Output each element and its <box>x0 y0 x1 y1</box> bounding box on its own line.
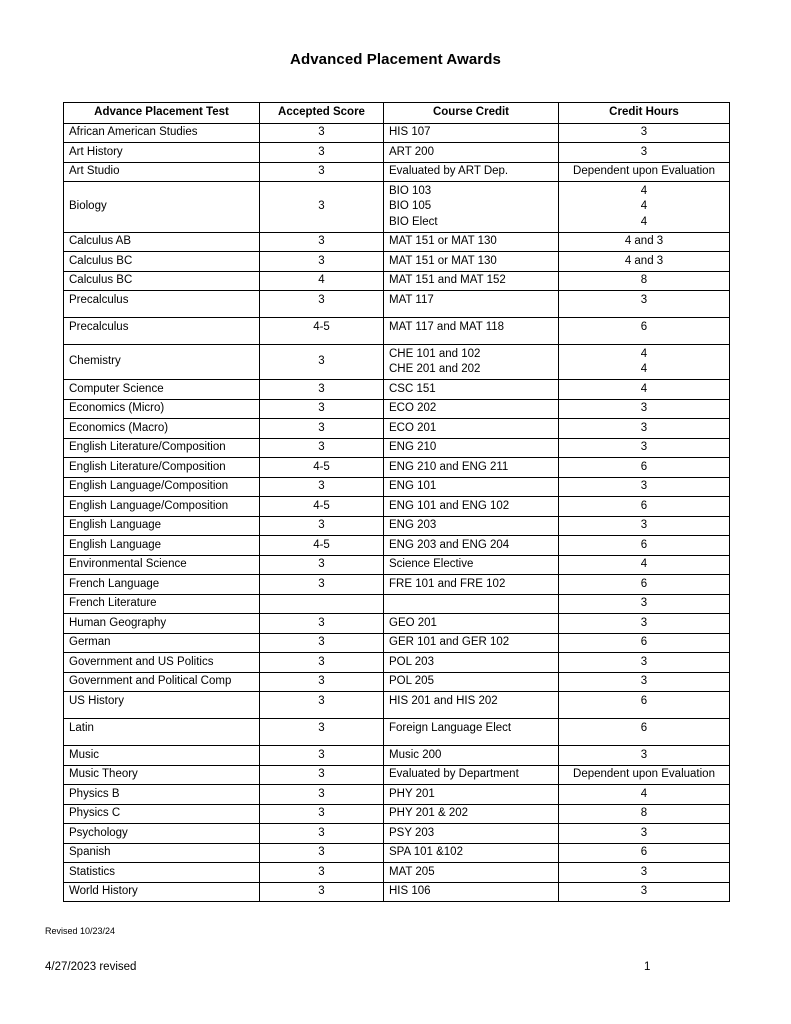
table-row <box>64 497 730 517</box>
table-header-row <box>64 103 730 124</box>
cell-score: 3 <box>260 438 384 458</box>
page-number: 1 <box>644 961 651 973</box>
cell-hours: 6 <box>559 318 730 345</box>
cell-test: Calculus AB <box>64 232 260 252</box>
cell-credit: GEO 201 <box>384 614 559 634</box>
cell-test: French Literature <box>64 594 260 614</box>
cell-hours: 3 <box>559 143 730 163</box>
cell-credit: Evaluated by ART Dep. <box>384 162 559 182</box>
cell-credit: ECO 202 <box>384 399 559 419</box>
cell-credit: SPA 101 &102 <box>384 843 559 863</box>
table-row <box>64 143 730 163</box>
cell-score: 3 <box>260 399 384 419</box>
table-row <box>64 162 730 182</box>
cell-hours: 3 <box>559 672 730 692</box>
cell-hours: 3 <box>559 291 730 318</box>
cell-hours: 3 <box>559 614 730 634</box>
cell-test: English Literature/Composition <box>64 458 260 478</box>
cell-score: 3 <box>260 516 384 536</box>
table-row <box>64 318 730 345</box>
cell-credit: POL 205 <box>384 672 559 692</box>
cell-score: 4-5 <box>260 536 384 556</box>
cell-test: Precalculus <box>64 291 260 318</box>
cell-test: Latin <box>64 719 260 746</box>
cell-hours: 3 <box>559 419 730 439</box>
cell-test: Art History <box>64 143 260 163</box>
cell-hours: 4 <box>559 380 730 400</box>
cell-credit: PHY 201 <box>384 785 559 805</box>
table-row <box>64 843 730 863</box>
table-row <box>64 746 730 766</box>
ap-awards-table-container <box>63 102 730 902</box>
cell-test: Precalculus <box>64 318 260 345</box>
table-row <box>64 182 730 233</box>
cell-credit: CSC 151 <box>384 380 559 400</box>
cell-credit <box>384 594 559 614</box>
cell-credit: HIS 106 <box>384 882 559 902</box>
cell-hours: 3 <box>559 594 730 614</box>
cell-score: 4-5 <box>260 318 384 345</box>
cell-score: 3 <box>260 765 384 785</box>
cell-score: 3 <box>260 785 384 805</box>
cell-test: English Language <box>64 516 260 536</box>
table-row <box>64 765 730 785</box>
cell-score: 3 <box>260 555 384 575</box>
cell-test: Calculus BC <box>64 271 260 291</box>
cell-test: Psychology <box>64 824 260 844</box>
cell-line: CHE 101 and 102 <box>389 347 481 360</box>
cell-hours: 4 and 3 <box>559 252 730 272</box>
cell-credit: MAT 151 or MAT 130 <box>384 252 559 272</box>
cell-score: 3 <box>260 804 384 824</box>
cell-test: French Language <box>64 575 260 595</box>
cell-hours: 4 <box>559 785 730 805</box>
cell-score: 3 <box>260 633 384 653</box>
cell-line: BIO 103 <box>389 184 432 197</box>
cell-score: 3 <box>260 419 384 439</box>
cell-hours: Dependent upon Evaluation <box>559 765 730 785</box>
cell-score: 4 <box>260 271 384 291</box>
cell-line: 4 <box>640 184 648 197</box>
cell-credit: ART 200 <box>384 143 559 163</box>
cell-credit: MAT 117 and MAT 118 <box>384 318 559 345</box>
cell-score: 3 <box>260 477 384 497</box>
page-title: Advanced Placement Awards <box>290 51 501 68</box>
cell-credit: ENG 101 <box>384 477 559 497</box>
cell-score: 3 <box>260 824 384 844</box>
cell-test: World History <box>64 882 260 902</box>
table-row <box>64 252 730 272</box>
cell-credit: MAT 151 and MAT 152 <box>384 271 559 291</box>
cell-score: 3 <box>260 232 384 252</box>
cell-test: US History <box>64 692 260 719</box>
cell-hours: 6 <box>559 575 730 595</box>
cell-test: Economics (Micro) <box>64 399 260 419</box>
cell-score: 3 <box>260 123 384 143</box>
cell-test: African American Studies <box>64 123 260 143</box>
column-header-hours: Credit Hours <box>559 103 730 124</box>
cell-credit: MAT 205 <box>384 863 559 883</box>
table-row <box>64 804 730 824</box>
cell-hours: 3 <box>559 399 730 419</box>
cell-test: Spanish <box>64 843 260 863</box>
cell-score: 3 <box>260 345 384 380</box>
table-body <box>64 123 730 902</box>
cell-credit: ENG 101 and ENG 102 <box>384 497 559 517</box>
cell-score: 3 <box>260 672 384 692</box>
table-row <box>64 232 730 252</box>
cell-hours: 3 <box>559 123 730 143</box>
cell-credit: HIS 201 and HIS 202 <box>384 692 559 719</box>
cell-score: 3 <box>260 882 384 902</box>
column-header-test: Advance Placement Test <box>64 103 260 124</box>
table-row <box>64 672 730 692</box>
cell-line: 4 <box>640 347 648 360</box>
cell-hours: 6 <box>559 843 730 863</box>
cell-hours: 3 <box>559 438 730 458</box>
cell-hours: 3 <box>559 477 730 497</box>
cell-score: 3 <box>260 182 384 233</box>
table-row <box>64 555 730 575</box>
cell-score: 3 <box>260 291 384 318</box>
table-row <box>64 380 730 400</box>
cell-hours: 4 and 3 <box>559 232 730 252</box>
cell-test: Statistics <box>64 863 260 883</box>
cell-test: Computer Science <box>64 380 260 400</box>
table-row <box>64 458 730 478</box>
cell-score: 4-5 <box>260 497 384 517</box>
table-row <box>64 633 730 653</box>
cell-score: 3 <box>260 843 384 863</box>
ap-awards-table <box>63 102 730 902</box>
cell-credit: POL 203 <box>384 653 559 673</box>
cell-test: Chemistry <box>64 345 260 380</box>
cell-credit: MAT 117 <box>384 291 559 318</box>
cell-line: 4 <box>640 215 648 228</box>
cell-score: 3 <box>260 746 384 766</box>
cell-score: 3 <box>260 575 384 595</box>
cell-test: Economics (Macro) <box>64 419 260 439</box>
cell-credit: ENG 203 <box>384 516 559 536</box>
cell-credit: Music 200 <box>384 746 559 766</box>
cell-credit: HIS 107 <box>384 123 559 143</box>
cell-score: 3 <box>260 692 384 719</box>
cell-hours: 6 <box>559 458 730 478</box>
cell-score <box>260 594 384 614</box>
cell-hours: 3 <box>559 653 730 673</box>
cell-line: BIO Elect <box>389 215 438 228</box>
cell-test: Art Studio <box>64 162 260 182</box>
table-row <box>64 271 730 291</box>
cell-line: 4 <box>640 200 648 212</box>
cell-credit <box>384 182 559 233</box>
cell-hours: 3 <box>559 746 730 766</box>
cell-test: Physics B <box>64 785 260 805</box>
table-row <box>64 536 730 556</box>
cell-credit: ENG 210 and ENG 211 <box>384 458 559 478</box>
cell-test: Music <box>64 746 260 766</box>
table-row <box>64 477 730 497</box>
cell-score: 3 <box>260 719 384 746</box>
cell-credit: PSY 203 <box>384 824 559 844</box>
cell-score: 3 <box>260 162 384 182</box>
table-row <box>64 123 730 143</box>
cell-test: Government and Political Comp <box>64 672 260 692</box>
cell-test: Physics C <box>64 804 260 824</box>
cell-credit: PHY 201 & 202 <box>384 804 559 824</box>
cell-credit: GER 101 and GER 102 <box>384 633 559 653</box>
table-row <box>64 419 730 439</box>
table-row <box>64 399 730 419</box>
cell-test: Government and US Politics <box>64 653 260 673</box>
cell-credit: Foreign Language Elect <box>384 719 559 746</box>
cell-hours: 8 <box>559 271 730 291</box>
cell-score: 4-5 <box>260 458 384 478</box>
table-row <box>64 575 730 595</box>
cell-credit: ECO 201 <box>384 419 559 439</box>
cell-score: 3 <box>260 143 384 163</box>
table-row <box>64 692 730 719</box>
cell-hours: 3 <box>559 516 730 536</box>
footer-revised-date: 4/27/2023 revised <box>45 961 137 973</box>
cell-test: English Literature/Composition <box>64 438 260 458</box>
table-row <box>64 719 730 746</box>
cell-hours <box>559 345 730 380</box>
cell-credit: Science Elective <box>384 555 559 575</box>
cell-hours: 6 <box>559 719 730 746</box>
cell-test: Environmental Science <box>64 555 260 575</box>
table-row <box>64 516 730 536</box>
cell-line: BIO 105 <box>389 200 432 212</box>
cell-test: English Language <box>64 536 260 556</box>
revision-note: Revised 10/23/24 <box>45 926 116 936</box>
cell-hours: Dependent upon Evaluation <box>559 162 730 182</box>
cell-hours: 8 <box>559 804 730 824</box>
cell-hours: 6 <box>559 692 730 719</box>
cell-credit <box>384 345 559 380</box>
cell-hours: 3 <box>559 863 730 883</box>
cell-hours: 6 <box>559 536 730 556</box>
table-row <box>64 863 730 883</box>
cell-credit: MAT 151 or MAT 130 <box>384 232 559 252</box>
column-header-credit: Course Credit <box>384 103 559 124</box>
cell-credit: Evaluated by Department <box>384 765 559 785</box>
cell-hours: 4 <box>559 555 730 575</box>
cell-score: 3 <box>260 380 384 400</box>
table-row <box>64 594 730 614</box>
cell-hours <box>559 182 730 233</box>
cell-hours: 6 <box>559 497 730 517</box>
table-row <box>64 614 730 634</box>
cell-test: English Language/Composition <box>64 477 260 497</box>
cell-score: 3 <box>260 614 384 634</box>
cell-credit: FRE 101 and FRE 102 <box>384 575 559 595</box>
cell-score: 3 <box>260 653 384 673</box>
cell-credit: ENG 210 <box>384 438 559 458</box>
cell-test: Human Geography <box>64 614 260 634</box>
table-row <box>64 438 730 458</box>
cell-test: Music Theory <box>64 765 260 785</box>
cell-hours: 3 <box>559 824 730 844</box>
cell-test: German <box>64 633 260 653</box>
cell-test: English Language/Composition <box>64 497 260 517</box>
cell-score: 3 <box>260 863 384 883</box>
cell-credit: ENG 203 and ENG 204 <box>384 536 559 556</box>
cell-line: 4 <box>640 363 648 375</box>
table-row <box>64 291 730 318</box>
cell-test: Biology <box>64 182 260 233</box>
table-row <box>64 653 730 673</box>
table-row <box>64 785 730 805</box>
cell-test: Calculus BC <box>64 252 260 272</box>
table-row <box>64 345 730 380</box>
cell-score: 3 <box>260 252 384 272</box>
cell-hours: 6 <box>559 633 730 653</box>
cell-hours: 3 <box>559 882 730 902</box>
cell-line: CHE 201 and 202 <box>389 363 481 375</box>
table-row <box>64 882 730 902</box>
table-row <box>64 824 730 844</box>
column-header-score: Accepted Score <box>260 103 384 124</box>
